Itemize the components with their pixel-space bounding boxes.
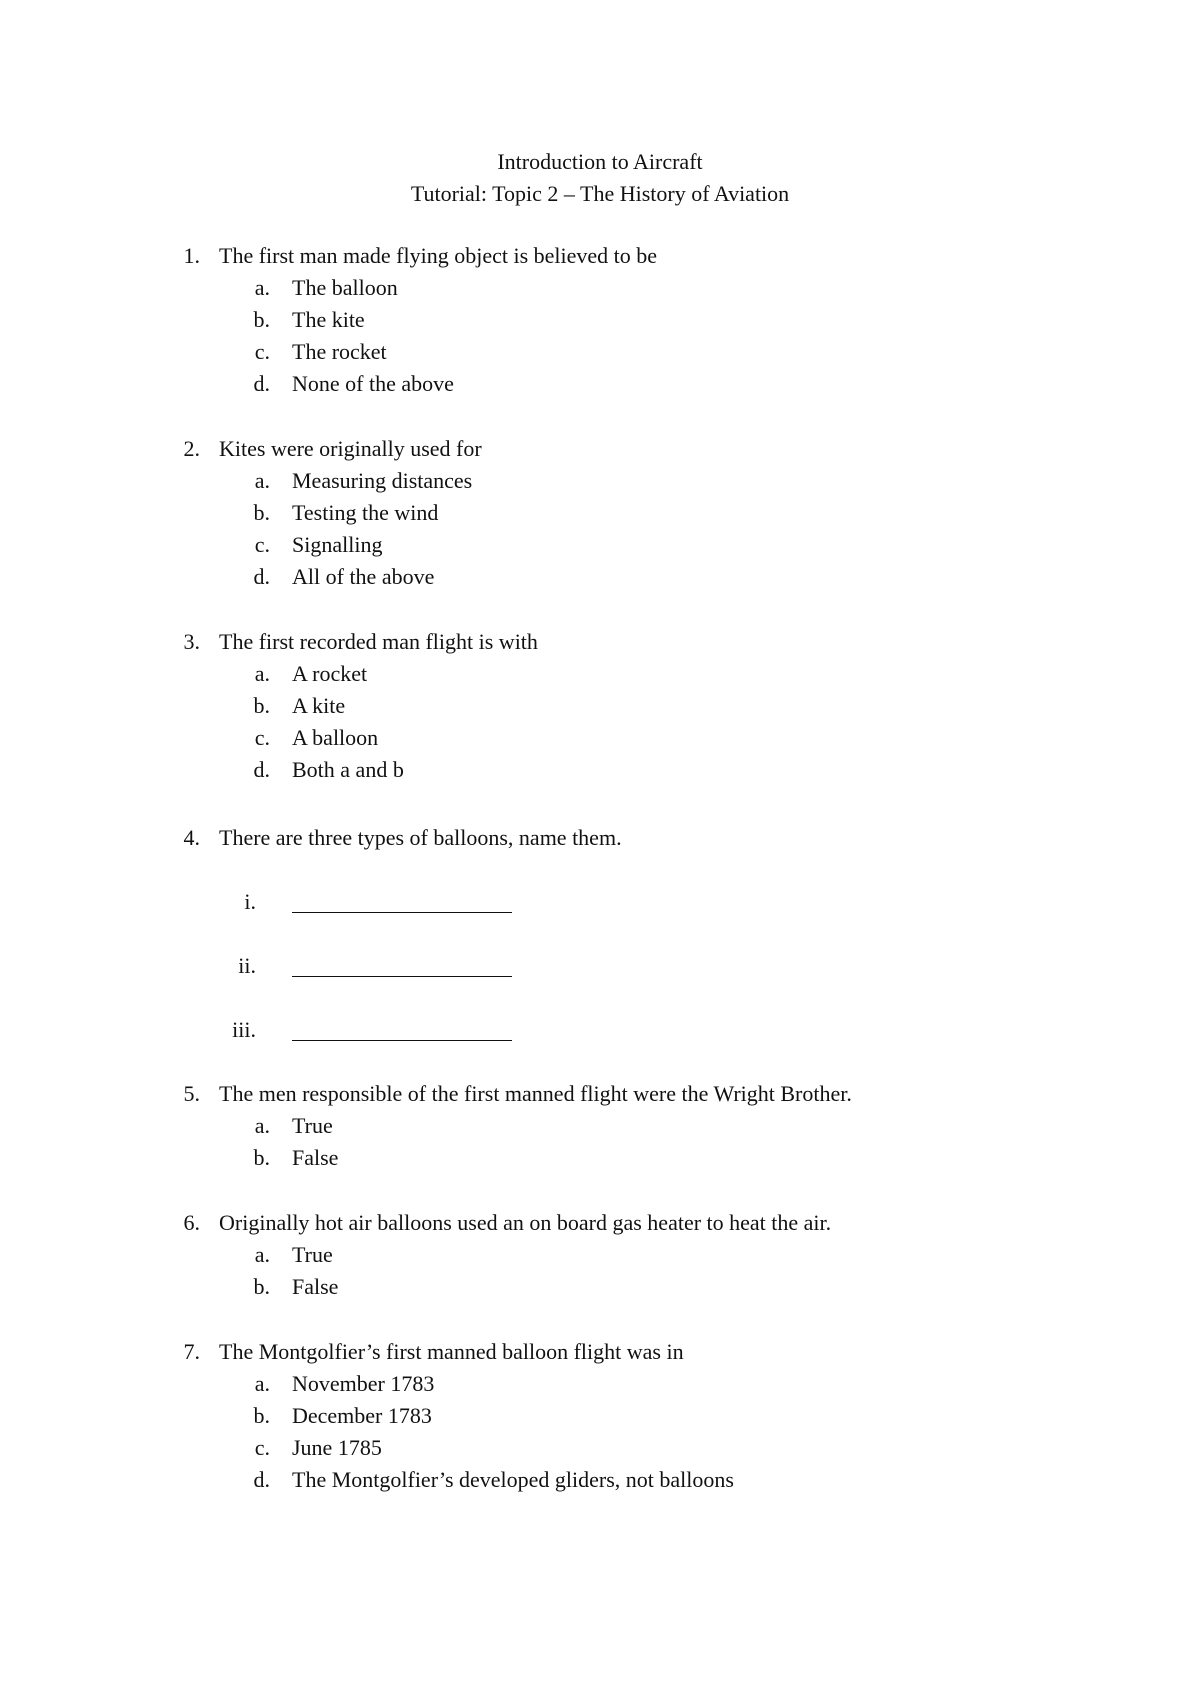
blank-answer-1: [0, 886, 1200, 918]
option-label: d.: [253, 564, 270, 589]
answer-option: [0, 754, 1200, 786]
question-4: [0, 822, 1200, 854]
question-5: [0, 1078, 1200, 1174]
option-text: The kite: [292, 307, 365, 332]
blank-line: [292, 894, 512, 913]
question-stem: [0, 1336, 1200, 1368]
question-text: Originally hot air balloons used an on board gas heater to heat the air.: [219, 1210, 832, 1235]
answer-option: [0, 1464, 1200, 1496]
answer-option: [0, 304, 1200, 336]
question-number: 4.: [183, 825, 200, 850]
blank-answer-row: [0, 950, 1200, 982]
answer-option: [0, 1239, 1200, 1271]
answer-option: [0, 561, 1200, 593]
answer-option: [0, 368, 1200, 400]
document-subtitle: Tutorial: Topic 2 – The History of Aviation: [410, 181, 790, 206]
document-header: [0, 146, 1200, 210]
question-7: [0, 1336, 1200, 1496]
question-stem: [0, 626, 1200, 658]
blank-answer-row: [0, 1014, 1200, 1046]
option-label: b.: [253, 1274, 270, 1299]
option-text: A rocket: [292, 661, 368, 686]
option-label: b.: [253, 1403, 270, 1428]
question-text: The first man made flying object is believed to be: [219, 243, 658, 268]
question-number: 6.: [183, 1210, 200, 1235]
answer-option: [0, 497, 1200, 529]
question-number: 5.: [183, 1081, 200, 1106]
question-text: Kites were originally used for: [219, 436, 482, 461]
answer-option: [0, 1142, 1200, 1174]
option-text: Signalling: [292, 532, 383, 557]
option-label: b.: [253, 693, 270, 718]
option-label: b.: [253, 500, 270, 525]
question-stem: [0, 1207, 1200, 1239]
option-label: d.: [253, 371, 270, 396]
question-number: 3.: [183, 629, 200, 654]
question-text: The Montgolfier’s first manned balloon flight was in: [219, 1339, 684, 1364]
option-label: c.: [254, 725, 270, 750]
option-text: None of the above: [292, 371, 454, 396]
blank-line: [292, 958, 512, 977]
option-text: A kite: [292, 693, 346, 718]
option-label: a.: [254, 468, 270, 493]
option-text: The rocket: [292, 339, 387, 364]
answer-option: [0, 529, 1200, 561]
option-text: False: [292, 1145, 339, 1170]
option-text: December 1783: [292, 1403, 432, 1428]
option-text: All of the above: [292, 564, 435, 589]
option-text: November 1783: [292, 1371, 435, 1396]
question-number: 7.: [183, 1339, 200, 1364]
question-1: [0, 240, 1200, 400]
question-2: [0, 433, 1200, 593]
option-label: d.: [253, 757, 270, 782]
question-stem: [0, 1078, 1200, 1110]
question-stem: [0, 822, 1200, 854]
option-label: a.: [254, 661, 270, 686]
answer-option: [0, 1110, 1200, 1142]
blank-label: i.: [244, 889, 256, 914]
answer-option: [0, 272, 1200, 304]
option-text: June 1785: [292, 1435, 382, 1460]
blank-label: ii.: [238, 953, 256, 978]
answer-option: [0, 465, 1200, 497]
blank-answer-row: [0, 886, 1200, 918]
blank-line: [292, 1022, 512, 1041]
option-text: Testing the wind: [292, 500, 439, 525]
option-text: True: [292, 1242, 333, 1267]
option-text: The Montgolfier’s developed gliders, not balloons: [292, 1467, 734, 1492]
answer-option: [0, 690, 1200, 722]
question-stem: [0, 240, 1200, 272]
blank-answer-3: [0, 1014, 1200, 1046]
option-text: False: [292, 1274, 339, 1299]
answer-option: [0, 336, 1200, 368]
option-label: a.: [254, 1371, 270, 1396]
option-label: b.: [253, 307, 270, 332]
answer-option: [0, 722, 1200, 754]
answer-option: [0, 1432, 1200, 1464]
answer-option: [0, 1271, 1200, 1303]
option-label: a.: [254, 275, 270, 300]
option-label: c.: [254, 339, 270, 364]
option-text: The balloon: [292, 275, 398, 300]
option-label: a.: [254, 1113, 270, 1138]
option-label: c.: [254, 532, 270, 557]
document-title: Introduction to Aircraft: [497, 149, 703, 174]
option-label: a.: [254, 1242, 270, 1267]
option-label: c.: [254, 1435, 270, 1460]
answer-option: [0, 658, 1200, 690]
option-label: d.: [253, 1467, 270, 1492]
option-label: b.: [253, 1145, 270, 1170]
option-text: A balloon: [292, 725, 379, 750]
question-number: 2.: [183, 436, 200, 461]
answer-option: [0, 1368, 1200, 1400]
question-6: [0, 1207, 1200, 1303]
option-text: Both a and b: [292, 757, 404, 782]
blank-label: iii.: [232, 1017, 256, 1042]
question-3: [0, 626, 1200, 786]
question-number: 1.: [183, 243, 200, 268]
answer-option: [0, 1400, 1200, 1432]
question-stem: [0, 433, 1200, 465]
option-text: Measuring distances: [292, 468, 473, 493]
question-text: The men responsible of the first manned flight were the Wright Brother.: [219, 1081, 852, 1106]
question-text: There are three types of balloons, name them.: [219, 825, 622, 850]
option-text: True: [292, 1113, 333, 1138]
blank-answer-2: [0, 950, 1200, 982]
question-text: The first recorded man flight is with: [219, 629, 538, 654]
